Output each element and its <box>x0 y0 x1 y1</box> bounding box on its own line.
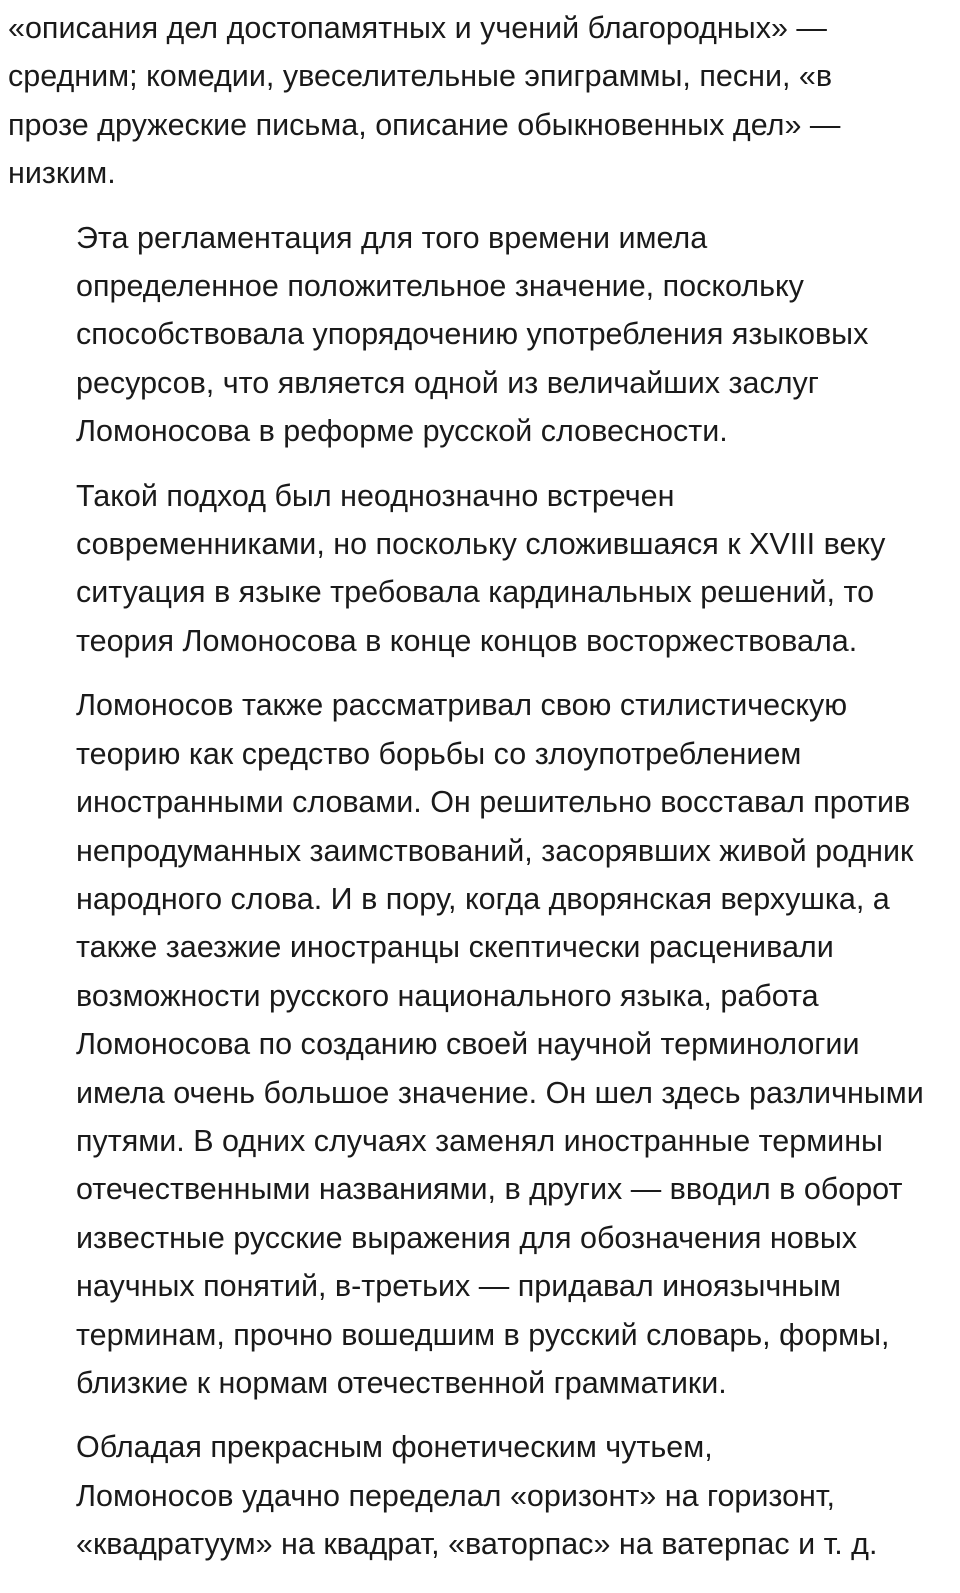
text-line: «квадратуум» на квадрат, «ваторпас» на ватерпас и т. д. <box>76 1527 878 1562</box>
text-line: теорию как средство борьбы со злоупотреблением <box>76 736 802 771</box>
text-line: путями. В одних случаях заменял иностранные термины <box>76 1123 883 1158</box>
text-line: Ломоносова по созданию своей научной терминологии <box>76 1027 860 1062</box>
text-line: Обладая прекрасным фонетическим чутьем, <box>76 1430 713 1465</box>
text-line: иностранными словами. Он решительно восставал против <box>76 785 911 820</box>
text-line: способствовала упорядочению употребления языковых <box>76 317 869 352</box>
text-line: средним; комедии, увеселительные эпиграммы, песни, «в <box>8 59 833 94</box>
text-line: отечественными названиями, в других — вводил в оборот <box>76 1172 903 1207</box>
text-line: «описания дел достопамятных и учений благородных» — <box>8 11 827 45</box>
text-line: теория Ломоносова в конце концов восторжествовала. <box>76 623 858 658</box>
text-line: Ломоносов удачно переделал «оризонт» на горизонт, <box>76 1478 835 1513</box>
text-line: известные русские выражения для обозначения новых <box>76 1220 858 1255</box>
text-line: современниками, но поскольку сложившаяся к XVIII веку <box>76 527 886 562</box>
text-line: непродуманных заимствований, засорявших живой родник <box>76 833 914 868</box>
text-line: ресурсов, что является одной из величайших заслуг <box>76 365 819 400</box>
text-line: имела очень большое значение. Он шел здесь различными <box>76 1075 924 1110</box>
paragraph-terminology <box>8 681 950 1407</box>
paragraph-genres <box>8 4 950 198</box>
text-line: также заезжие иностранцы скептически расценивали <box>76 930 834 965</box>
text-line: определенное положительное значение, поскольку <box>76 269 804 304</box>
text-line: Такой подход был неоднозначно встречен <box>76 478 675 513</box>
paragraph-regulation <box>8 214 950 456</box>
text-line: научных понятий, в-третьих — придавал иноязычным <box>76 1269 842 1304</box>
paragraph-phonetics <box>8 1423 950 1568</box>
text-line: Ломоносов также рассматривал свою стилистическую <box>76 688 848 723</box>
text-line: терминам, прочно вошедшим в русский словарь, формы, <box>76 1317 890 1352</box>
text-line: народного слова. И в пору, когда дворянская верхушка, а <box>76 881 890 916</box>
text-line: Эта регламентация для того времени имела <box>76 220 708 255</box>
text-line: ситуация в языке требовала кардинальных решений, то <box>76 575 875 610</box>
paragraph-reception <box>8 472 950 666</box>
text-line: возможности русского национального языка, работа <box>76 978 819 1013</box>
text-line: близкие к нормам отечественной грамматики. <box>76 1365 727 1400</box>
text-line: низким. <box>8 156 116 191</box>
text-line: прозе дружеские письма, описание обыкновенных дел» — <box>8 107 841 142</box>
text-line: Ломоносова в реформе русской словесности. <box>76 414 728 449</box>
